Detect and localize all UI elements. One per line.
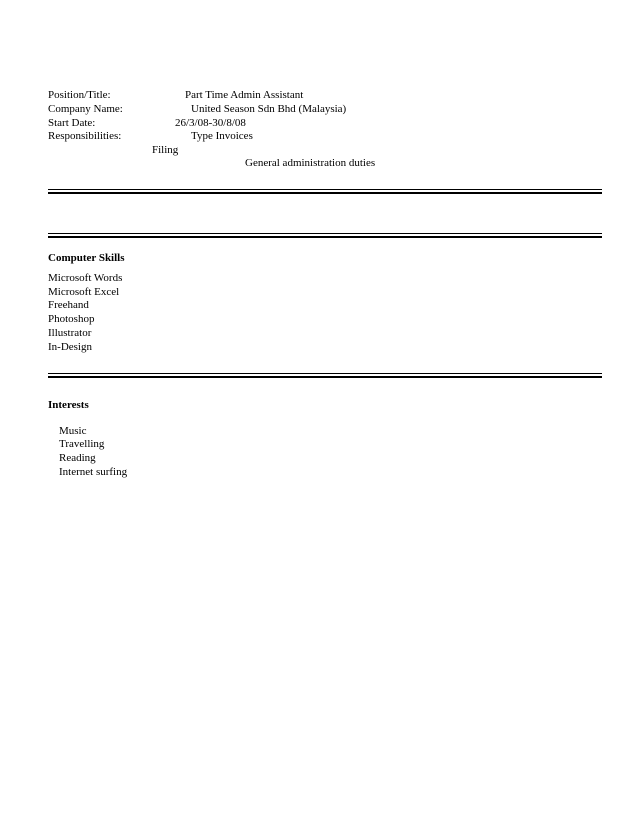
skill-item: Microsoft Words bbox=[48, 272, 123, 284]
skill-item: Freehand bbox=[48, 299, 89, 311]
skill-item: Microsoft Excel bbox=[48, 286, 120, 298]
section-divider bbox=[48, 233, 602, 238]
skill-item: Illustrator bbox=[48, 327, 92, 339]
interest-item: Travelling bbox=[59, 438, 105, 450]
responsibility-item: General administration duties bbox=[245, 157, 376, 169]
responsibility-item: Type Invoices bbox=[191, 130, 253, 142]
interest-item: Reading bbox=[59, 452, 96, 464]
company-value: United Season Sdn Bhd (Malaysia) bbox=[191, 103, 347, 115]
position-label: Position/Title: bbox=[48, 89, 111, 101]
section-divider bbox=[48, 189, 602, 194]
company-label: Company Name: bbox=[48, 103, 123, 115]
responsibility-item: Filing bbox=[152, 144, 179, 156]
interest-item: Music bbox=[59, 425, 87, 437]
interest-item: Internet surfing bbox=[59, 466, 128, 478]
position-value: Part Time Admin Assistant bbox=[185, 89, 304, 101]
computer-skills-heading: Computer Skills bbox=[48, 252, 125, 264]
interests-heading: Interests bbox=[48, 399, 89, 411]
responsibilities-label: Responsibilities: bbox=[48, 130, 122, 142]
skill-item: Photoshop bbox=[48, 313, 95, 325]
skill-item: In-Design bbox=[48, 341, 92, 353]
section-divider bbox=[48, 373, 602, 378]
start-date-label: Start Date: bbox=[48, 117, 96, 129]
start-date-value: 26/3/08-30/8/08 bbox=[175, 117, 246, 129]
